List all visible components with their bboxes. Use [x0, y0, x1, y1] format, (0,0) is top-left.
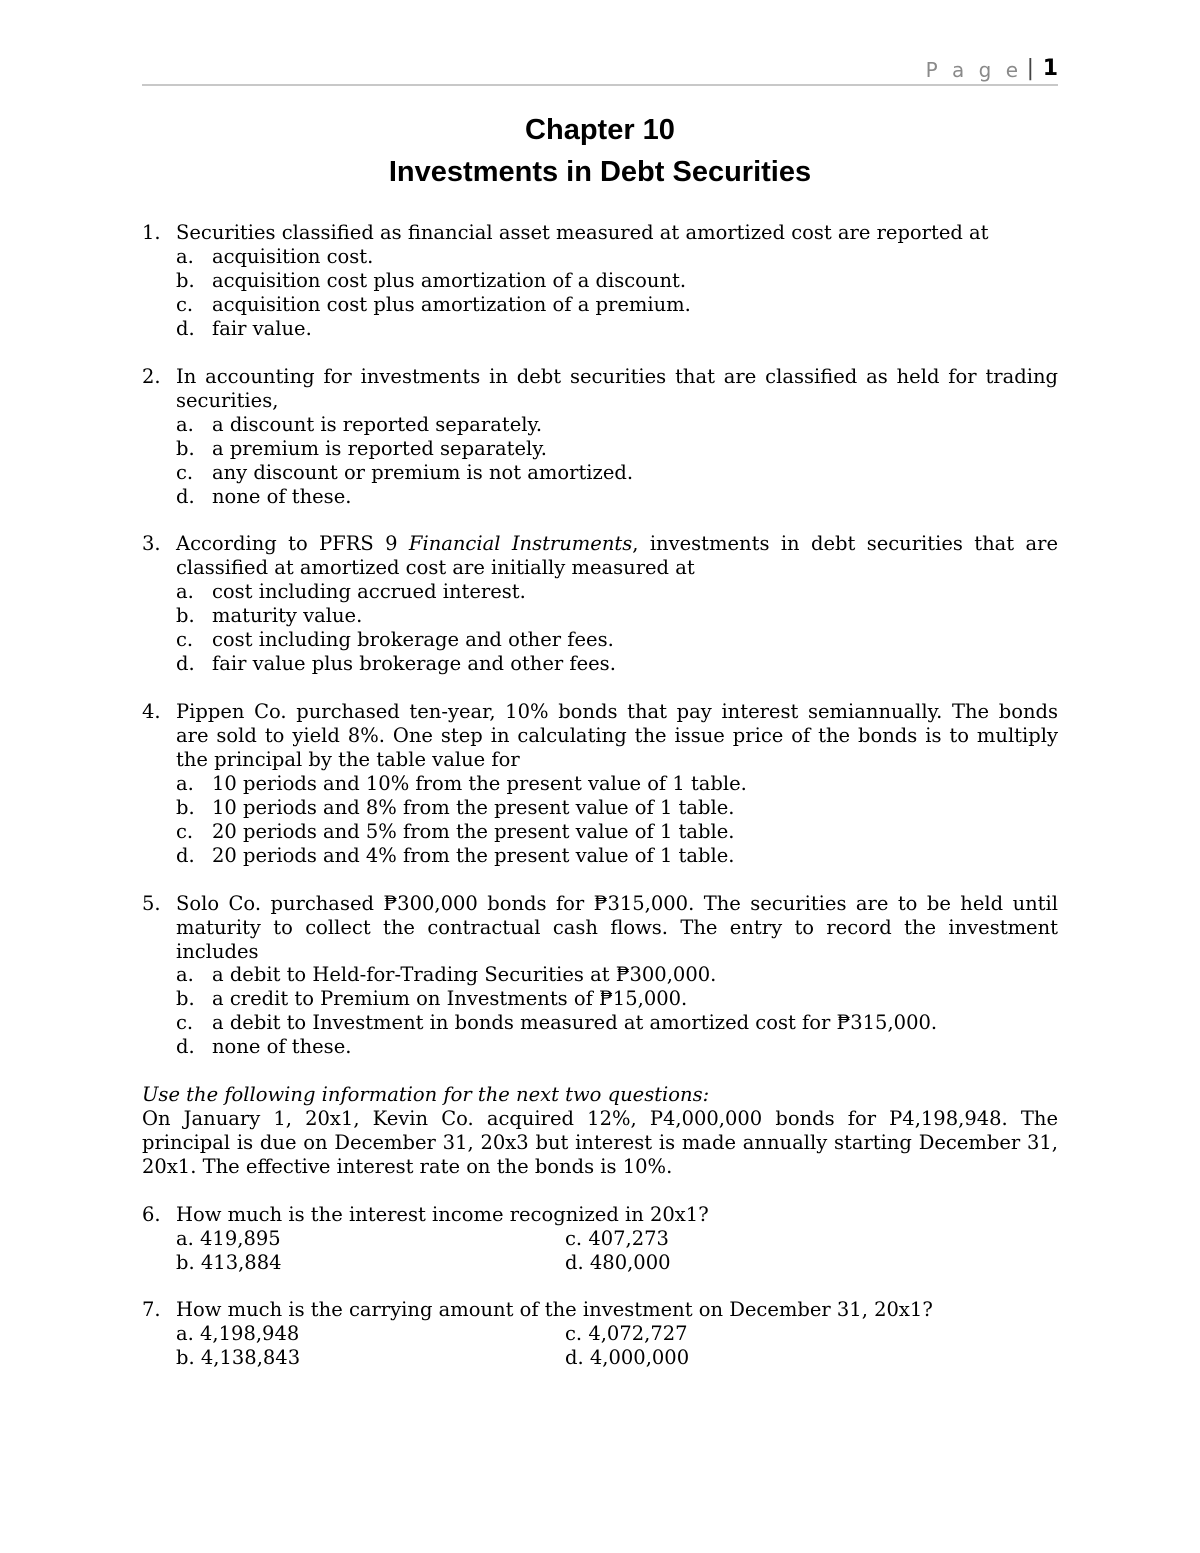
choice-letter: d.	[176, 485, 195, 508]
choice-letter: a.	[176, 772, 194, 795]
choice-letter: a.	[176, 245, 194, 268]
choice-c: c. 407,273	[565, 1227, 669, 1250]
choice-text: a premium is reported separately.	[212, 437, 547, 460]
choice-text: none of these.	[212, 1035, 352, 1058]
page-header	[142, 56, 1058, 86]
choice-a: a. 4,198,948	[176, 1322, 300, 1345]
choice-d: d. 4,000,000	[565, 1346, 690, 1369]
choice-text: a credit to Premium on Investments of ₱15,000.	[212, 987, 688, 1010]
choice-letter: b.	[176, 269, 195, 292]
choice-letter: b.	[176, 437, 195, 460]
choice-text: 10 periods and 10% from the present value of 1 table.	[212, 772, 747, 795]
question-number: 2.	[142, 365, 161, 388]
choice-d: d. 480,000	[565, 1251, 671, 1274]
choice-text: 20 periods and 5% from the present value of 1 table.	[212, 820, 735, 843]
choice-text: maturity value.	[212, 604, 363, 627]
choice-letter: c.	[176, 293, 194, 316]
choice-letter: a.	[176, 963, 194, 986]
choice-text: cost including accrued interest.	[212, 580, 526, 603]
choice-letter: c.	[176, 628, 194, 651]
choice-b: b. 413,884	[176, 1251, 282, 1274]
choice-letter: b.	[176, 604, 195, 627]
choice-letter: a.	[176, 580, 194, 603]
choice-text: fair value.	[212, 317, 312, 340]
choice-letter: a.	[176, 413, 194, 436]
choice-text: none of these.	[212, 485, 352, 508]
page-separator: |	[1026, 56, 1034, 81]
choice-text: acquisition cost plus amortization of a premium.	[212, 293, 691, 316]
choice-text: acquisition cost.	[212, 245, 374, 268]
choice-text: acquisition cost plus amortization of a discount.	[212, 269, 687, 292]
choice-a: a. 419,895	[176, 1227, 281, 1250]
question-stem: Solo Co. purchased ₱300,000 bonds for ₱315,000. The securities are to be held until maturity to collect the contractual cash flows. The entry to record the investment includes	[176, 892, 1058, 963]
choice-letter: b.	[176, 796, 195, 819]
choice-text: a discount is reported separately.	[212, 413, 543, 436]
choice-letter: d.	[176, 1035, 195, 1058]
question-number: 3.	[142, 532, 161, 555]
choice-text: a debit to Held-for-Trading Securities at ₱300,000.	[212, 963, 717, 986]
choice-text: cost including brokerage and other fees.	[212, 628, 614, 651]
choice-letter: b.	[176, 987, 195, 1010]
chapter-title: Chapter 10	[525, 114, 675, 146]
question-number: 1.	[142, 221, 161, 244]
info-heading: Use the following information for the next two questions:	[142, 1083, 710, 1106]
choice-letter: d.	[176, 844, 195, 867]
choice-text: fair value plus brokerage and other fees.	[212, 652, 616, 675]
choice-text: any discount or premium is not amortized.	[212, 461, 634, 484]
chapter-subtitle: Investments in Debt Securities	[388, 156, 812, 188]
question-stem: How much is the carrying amount of the investment on December 31, 20x1?	[176, 1298, 933, 1321]
question-stem: According to PFRS 9 Financial Instruments, investments in debt securities that are classified at amortized cost are initially measured at	[176, 532, 1058, 579]
question-stem: How much is the interest income recognized in 20x1?	[176, 1203, 709, 1226]
italic-standard-name: Financial Instruments	[408, 532, 633, 555]
choice-b: b. 4,138,843	[176, 1346, 301, 1369]
choice-c: c. 4,072,727	[565, 1322, 688, 1345]
choice-text: 20 periods and 4% from the present value of 1 table.	[212, 844, 735, 867]
page-number: 1	[1042, 56, 1058, 81]
choice-text: 10 periods and 8% from the present value of 1 table.	[212, 796, 735, 819]
choice-letter: d.	[176, 317, 195, 340]
choice-letter: c.	[176, 820, 194, 843]
question-number: 7.	[142, 1298, 161, 1321]
info-text: On January 1, 20x1, Kevin Co. acquired 12%, P4,000,000 bonds for P4,198,948. The principal is due on December 31, 20x3 but interest is made annually starting December 31, 20x1. The effective interest rate on the bonds is 10%.	[142, 1107, 1058, 1178]
question-number: 4.	[142, 700, 161, 723]
choice-letter: c.	[176, 461, 194, 484]
question-stem: Pippen Co. purchased ten-year, 10% bonds that pay interest semiannually. The bonds are sold to yield 8%. One step in calculating the issue price of the bonds is to multiply the principal by the table value for	[176, 700, 1058, 771]
question-stem: Securities classified as financial asset measured at amortized cost are reported at	[176, 221, 989, 244]
question-number: 5.	[142, 892, 161, 915]
page-label: P a g e	[925, 58, 1022, 82]
question-number: 6.	[142, 1203, 161, 1226]
choice-text: a debit to Investment in bonds measured at amortized cost for ₱315,000.	[212, 1011, 938, 1034]
choice-letter: d.	[176, 652, 195, 675]
question-stem: In accounting for investments in debt securities that are classified as held for trading securities,	[176, 365, 1058, 412]
choice-letter: c.	[176, 1011, 194, 1034]
